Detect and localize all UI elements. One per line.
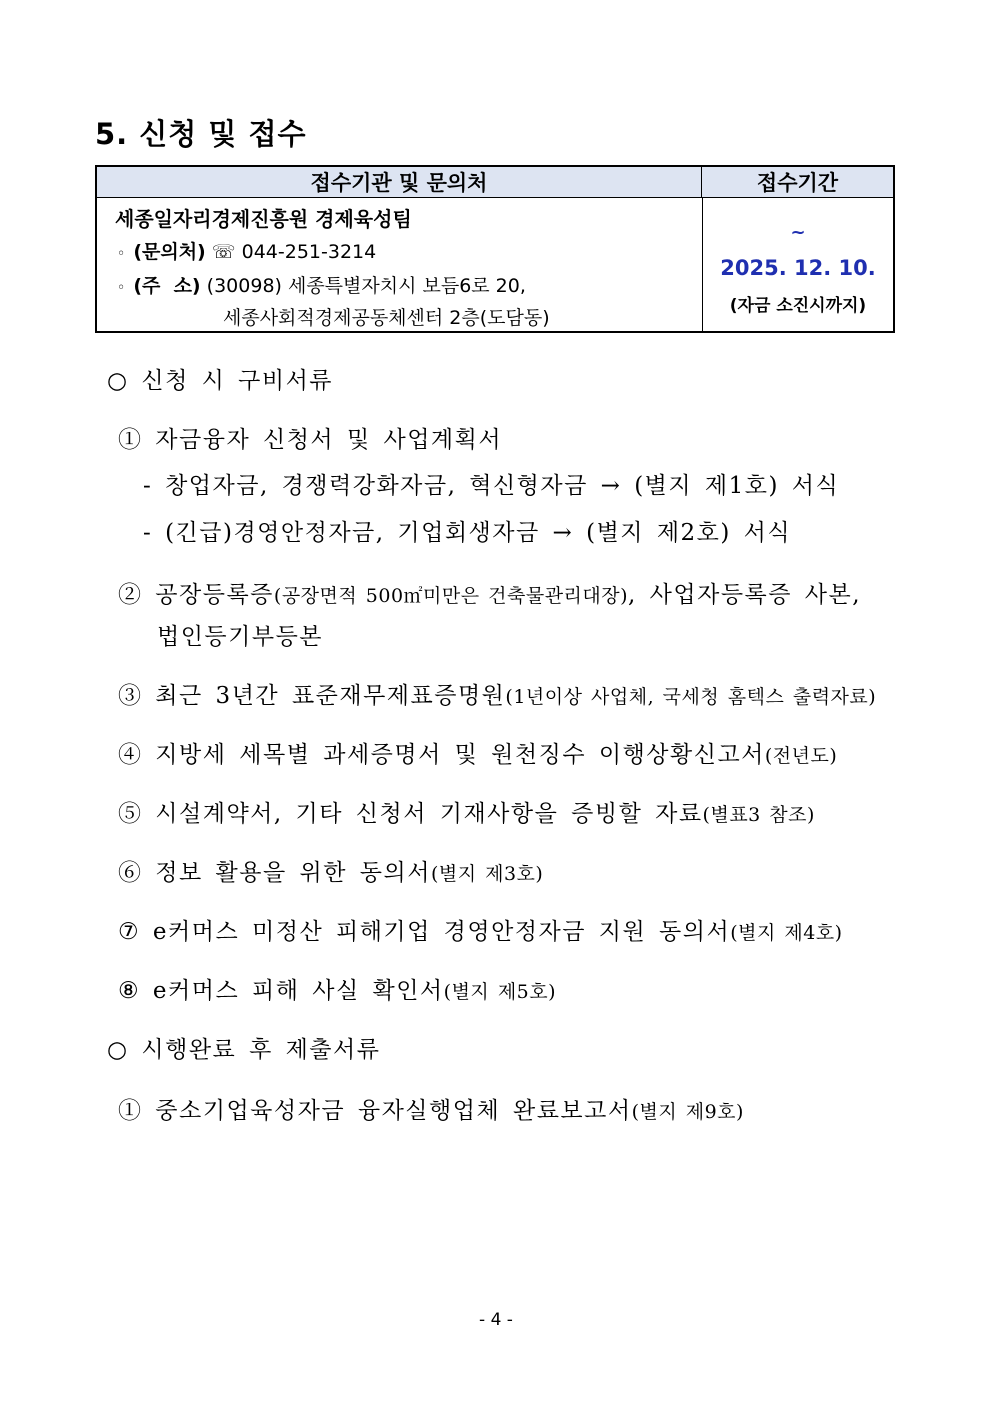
address-line: [117, 271, 526, 298]
contact-phone: 044-251-3214: [241, 241, 377, 263]
bullet-icon: ◦: [117, 280, 126, 296]
list-item: - 창업자금, 경쟁력강화자금, 혁신형자금 → (별지 제1호) 서식: [143, 473, 840, 499]
table-header-agency: 접수기관 및 문의처: [97, 167, 702, 198]
section-title: 5. 신청 및 접수: [95, 117, 307, 151]
bullet-icon: ◦: [117, 246, 126, 262]
contact-label: (문의처): [133, 241, 206, 263]
list-item: ① 중소기업육성자금 융자실행업체 완료보고서(별지 제9호): [118, 1098, 744, 1124]
list-item: 법인등기부등본: [157, 624, 324, 650]
list-item: ⑤ 시설계약서, 기타 신청서 기재사항을 증빙할 자료(별표3 참조): [118, 801, 815, 827]
after-docs-heading: ○ 시행완료 후 제출서류: [107, 1037, 381, 1063]
required-docs-heading: ○ 신청 시 구비서류: [107, 368, 334, 394]
table-header-period: 접수기간: [702, 167, 893, 198]
org-name: 세종일자리경제진흥원 경제육성팀: [115, 207, 412, 231]
period-note: (자금 소진시까지): [729, 296, 867, 316]
list-item: ① 자금융자 신청서 및 사업계획서: [118, 427, 503, 453]
application-info-table: [95, 165, 895, 333]
page-number: - 4 -: [479, 1310, 513, 1330]
contact-line: [117, 237, 376, 264]
phone-icon: ☏: [211, 241, 236, 263]
address-line2: 세종사회적경제공동체센터 2층(도담동): [223, 307, 550, 329]
address-line1: (30098) 세종특별자치시 보듬6로 20,: [206, 275, 526, 297]
list-item: ⑦ e커머스 미정산 피해기업 경영안정자금 지원 동의서(별지 제4호): [118, 919, 843, 945]
list-item: ⑧ e커머스 피해 사실 확인서(별지 제5호): [118, 978, 557, 1004]
period-date: 2025. 12. 10.: [720, 256, 876, 280]
list-item: ⑥ 정보 활용을 위한 동의서(별지 제3호): [118, 860, 544, 886]
list-item: - (긴급)경영안정자금, 기업회생자금 → (별지 제2호) 서식: [143, 520, 792, 546]
address-label: (주 소): [133, 275, 201, 297]
period-tilde: ~: [790, 222, 806, 243]
period-cell: [703, 198, 893, 331]
list-item: ④ 지방세 세목별 과세증명서 및 원천징수 이행상황신고서(전년도): [118, 742, 838, 768]
list-item: ③ 최근 3년간 표준재무제표증명원(1년이상 사업체, 국세청 홈텍스 출력자료): [118, 683, 877, 709]
list-item: ② 공장등록증(공장면적 500㎡미만은 건축물관리대장), 사업자등록증 사본,: [118, 582, 862, 608]
